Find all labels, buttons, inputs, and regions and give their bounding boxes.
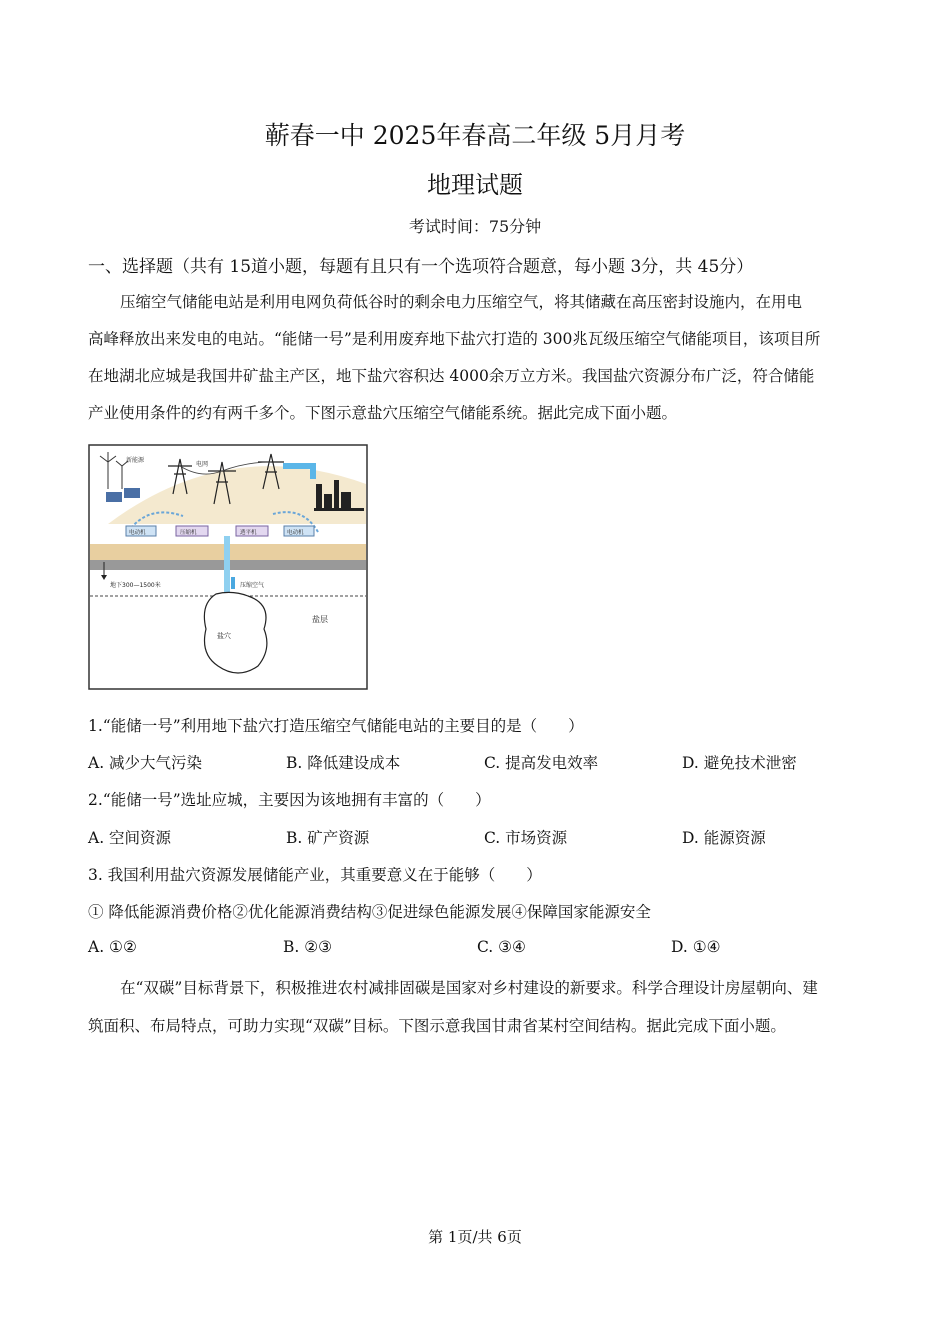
motor-label: 电动机 [287,530,304,536]
passage1-line: 压缩空气储能电站是利用电网负荷低谷时的剩余电力压缩空气，将其储藏在高压密封设施内，在用电 [120,293,803,311]
question-1-option-d: D. 避免技术泄密 [682,754,797,772]
passage2-line: 筑面积、布局特点，可助力实现“双碳”目标。下图示意我国甘肃省某村空间结构。据此完成下面小题。 [88,1017,786,1035]
exam-subtitle: 地理试题 [427,171,523,199]
question-1-stem: 1.“能储一号”利用地下盐穴打造压缩空气储能电站的主要目的是（ ） [88,717,584,735]
motor-label: 电动机 [129,530,146,536]
question-3-option-b: B. ②③ [283,938,333,956]
renewable-label: 新能源 [126,457,145,464]
cavern-label: 盐穴 [217,632,231,640]
expander-label: 透平机 [240,530,257,536]
grid-label: 电网 [196,461,209,468]
depth-label: 地下300—1500米 [110,582,161,589]
question-2-stem: 2.“能储一号”选址应城，主要因为该地拥有丰富的（ ） [88,791,491,809]
question-1-option-c: C. 提高发电效率 [484,754,599,772]
compressed-air-label: 压缩空气 [240,582,265,589]
page-number: 第 1页/共 6页 [428,1228,522,1246]
question-2-option-b: B. 矿产资源 [286,829,370,847]
passage1-line: 在地湖北应城是我国井矿盐主产区，地下盐穴容积达 4000余万立方米。我国盐穴资源分布广泛，符合储能 [88,367,815,385]
question-2-option-c: C. 市场资源 [484,829,568,847]
salt-layer-label: 盐层 [312,615,328,624]
question-2-option-d: D. 能源资源 [682,829,766,847]
question-2-option-a: A. 空间资源 [88,829,172,847]
salt-cavern-diagram [88,444,368,690]
question-3-statements: ① 降低能源消费价格②优化能源消费结构③促进绿色能源发展④保障国家能源安全 [88,903,651,921]
passage2-line: 在“双碳”目标背景下，积极推进农村减排固碳是国家对乡村建设的新要求。科学合理设计房屋朝向、建 [120,979,818,997]
question-1-option-b: B. 降低建设成本 [286,754,401,772]
passage1-line: 高峰释放出来发电的电站。“能储一号”是利用废弃地下盐穴打造的 300兆瓦级压缩空气储能项目，该项目所 [88,330,821,348]
salt-cavern-shape [204,592,267,673]
question-3-stem: 3. 我国利用盐穴资源发展储能产业，其重要意义在于能够（ ） [88,866,542,884]
exam-title: 蕲春一中 2025年春高二年级 5月月考 [264,121,686,150]
question-3-option-c: C. ③④ [477,938,526,956]
question-1-option-a: A. 减少大气污染 [88,754,203,772]
question-3-option-d: D. ①④ [671,938,721,956]
exam-time: 考试时间：75分钟 [408,217,542,236]
question-3-option-a: A. ①② [88,938,137,956]
passage1-line: 产业使用条件的约有两千多个。下图示意盐穴压缩空气储能系统。据此完成下面小题。 [88,404,678,422]
compressor-label: 压缩机 [180,530,197,536]
section-heading: 一、选择题（共有 15道小题，每题有且只有一个选项符合题意，每小题 3分，共 45分） [88,257,754,277]
